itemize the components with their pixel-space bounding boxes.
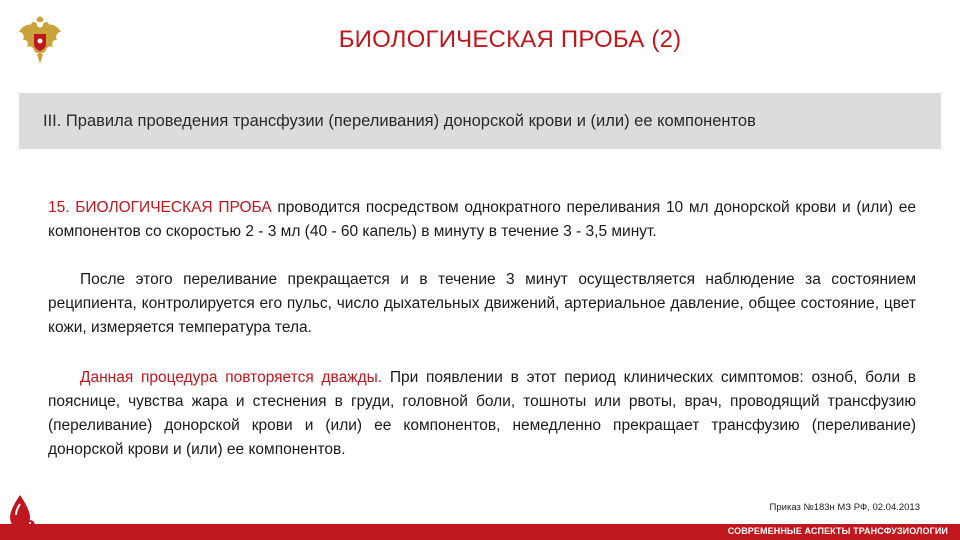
order-reference: Приказ №183н МЗ РФ, 02.04.2013 [769, 502, 920, 513]
coat-of-arms-icon [15, 14, 65, 70]
paragraph-repeat-text: При появлении в этот период клинических симптомов: озноб, боли в пояснице, чувства жара и стеснения в груди, головной боли, тошноты или рвоты, врач, проводящий трансфузию (переливание) донорской крови и (или) ее компонентов, немедленно прекращает трансфузию (переливание) донорской крови и (или) ее компонентов. [48, 369, 916, 458]
footer-label: СОВРЕМЕННЫЕ АСПЕКТЫ ТРАНСФУЗИОЛОГИИ [727, 526, 948, 536]
section-subtitle: III. Правила проведения трансфузии (переливания) донорской крови и (или) ее компонентов [43, 112, 756, 130]
slide-header [0, 0, 960, 78]
page-title: БИОЛОГИЧЕСКАЯ ПРОБА (2) [338, 26, 682, 53]
paragraph-15 [48, 196, 916, 244]
paragraph-repeat [48, 366, 916, 462]
paragraph-15-highlight: 15. БИОЛОГИЧЕСКАЯ ПРОБА [48, 199, 272, 216]
footer-bar [0, 524, 960, 540]
paragraph-repeat-highlight: Данная процедура повторяется дважды. [80, 369, 383, 386]
paragraph-observation-text: После этого переливание прекращается и в течение 3 минут осуществляется наблюдение за состоянием реципиента, контролируется его пульс, число дыхательных движений, артериальное давление, общее состояние, цвет кожи, измеряется температура тела. [48, 271, 916, 336]
paragraph-15-text: проводится посредством однократного переливания 10 мл донорской крови и (или) ее компонентов со скоростью 2 - 3 мл (40 - 60 капель) в минуту в течение 3 - 3,5 минут. [48, 199, 917, 240]
paragraph-observation [48, 268, 916, 340]
section-band [19, 93, 941, 149]
